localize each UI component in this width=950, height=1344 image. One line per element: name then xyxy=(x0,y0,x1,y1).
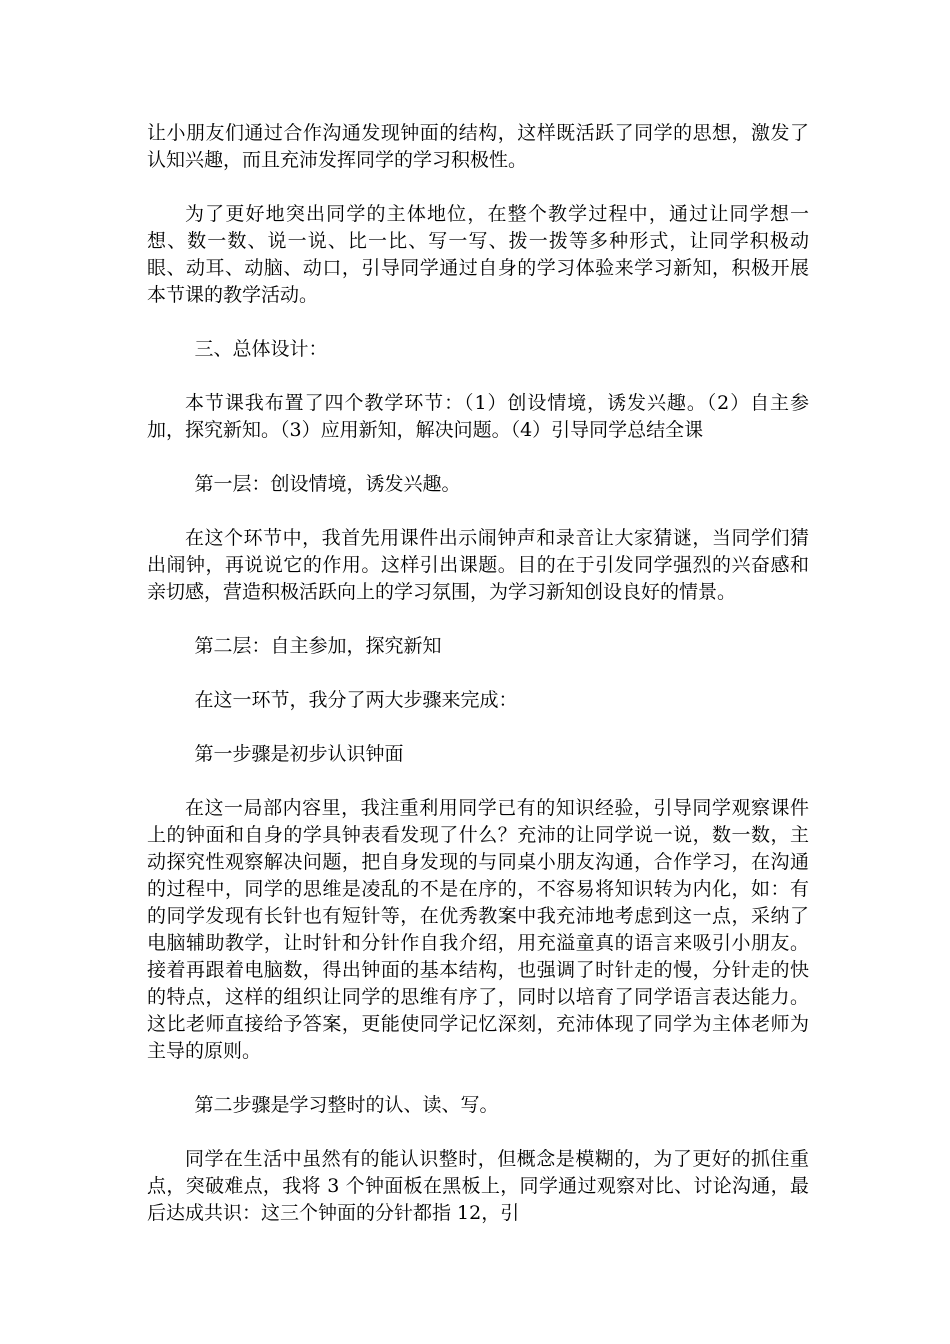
heading-level-two: 第二层：自主参加，探究新知 xyxy=(194,635,442,657)
heading-level-one: 第一层：创设情境，诱发兴趣。 xyxy=(194,473,461,495)
paragraph-continued: 让小朋友们通过合作沟通发现钟面的结构，这样既活跃了同学的思想，激发了认知兴趣，而且充沛发挥同学的学习积极性。 xyxy=(147,122,809,171)
paragraph-level-one: 在这个环节中，我首先用课件出示闹钟声和录音让大家猜谜，当同学们猜出闹钟，再说说它的作用。这样引出课题。目的在于引发同学强烈的兴奋感和亲切感，营造积极活跃向上的学习氛围，为学习新知创设良好的情景。 xyxy=(147,527,809,603)
paragraph-step-two: 同学在生活中虽然有的能认识整时，但概念是模糊的，为了更好的抓住重点，突破难点，我将 3 个钟面板在黑板上，同学通过观察对比、讨论沟通，最后达成共识：这三个钟面的分针都指 12，引 xyxy=(147,1148,809,1224)
heading-step-two: 第二步骤是学习整时的认、读、写。 xyxy=(194,1094,499,1116)
paragraph-student-subject: 为了更好地突出同学的主体地位，在整个教学过程中，通过让同学想一想、数一数、说一说、比一比、写一写、拨一拨等多种形式，让同学积极动眼、动耳、动脑、动口，引导同学通过自身的学习体验来学习新知，积极开展本节课的教学活动。 xyxy=(147,203,809,306)
document-body xyxy=(147,120,809,1254)
paragraph-two-steps-intro: 在这一环节，我分了两大步骤来完成： xyxy=(194,689,518,711)
paragraph-step-one: 在这一局部内容里，我注重利用同学已有的知识经验，引导同学观察课件上的钟面和自身的学具钟表看发现了什么？充沛的让同学说一说，数一数，主动探究性观察解决问题，把自身发现的与同桌小朋友沟通，合作学习，在沟通的过程中，同学的思维是凌乱的不是在序的，不容易将知识转为内化，如：有的同学发现有长针也有短针等，在优秀教案中我充沛地考虑到这一点，采纳了电脑辅助教学，让时针和分针作自我介绍，用充溢童真的语言来吸引小朋友。接着再跟着电脑数，得出钟面的基本结构，也强调了时针走的慢，分针走的快的特点，这样的组织让同学的思维有序了，同时以培育了同学语言表达能力。这比老师直接给予答案，更能使同学记忆深刻，充沛体现了同学为主体老师为主导的原则。 xyxy=(147,797,809,1062)
section-heading-overall-design: 三、总体设计： xyxy=(194,338,328,360)
heading-step-one: 第一步骤是初步认识钟面 xyxy=(194,743,404,765)
paragraph-four-steps: 本节课我布置了四个教学环节：（1）创设情境，诱发兴趣。（2）自主参加，探究新知。（3）应用新知，解决问题。（4）引导同学总结全课 xyxy=(147,392,809,441)
